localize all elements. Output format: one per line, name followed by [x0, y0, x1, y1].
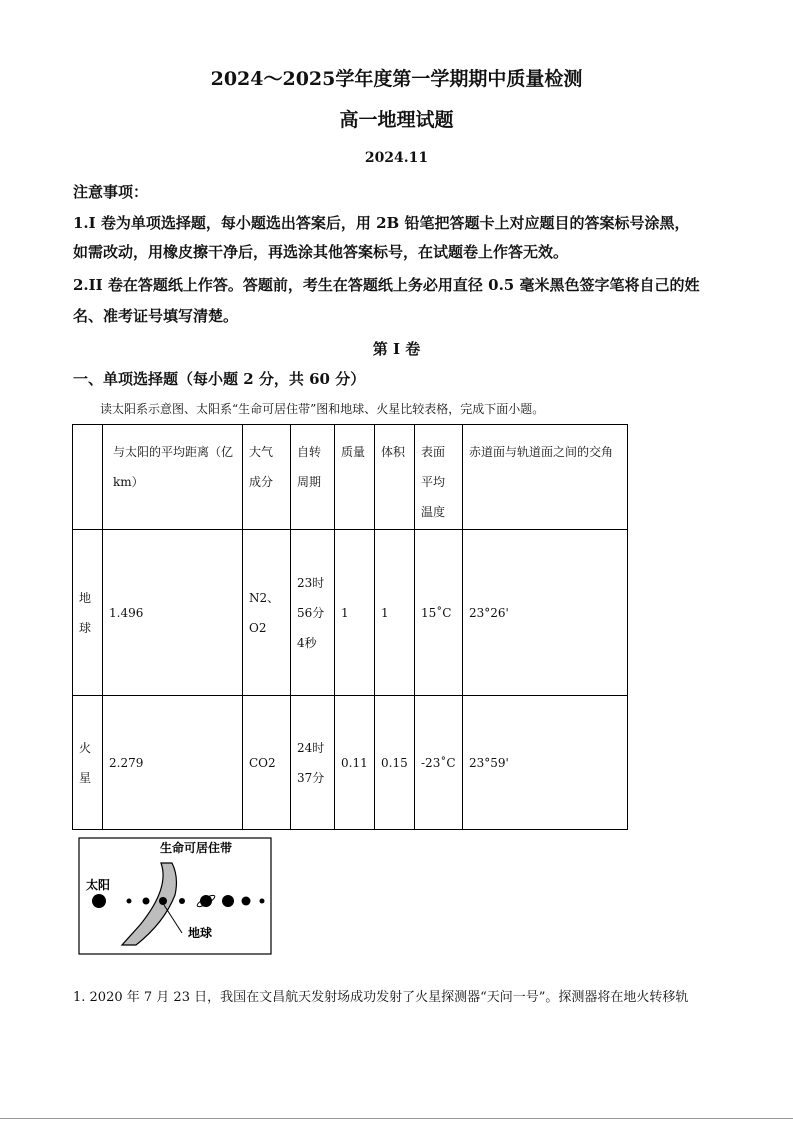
table-header-cell: 大气成分 [243, 425, 291, 530]
table-cell: 1 [375, 530, 415, 696]
notice-heading: 注意事项： [73, 183, 149, 201]
table-cell: 0.15 [375, 696, 415, 830]
volume-heading: 第 I 卷 [372, 340, 421, 358]
section-heading: 一、单项选择题（每小题 2 分，共 60 分） [73, 370, 366, 388]
table-cell: 1.496 [103, 530, 243, 696]
exam-title: 2024～2025学年度第一学期期中质量检测 [210, 68, 583, 90]
table-header-cell: 自转周期 [291, 425, 335, 530]
question-1: 1. 2020 年 7 月 23 日，我国在文昌航天发射场成功发射了火星探测器“天问一号”。探测器将在地火转移轨 [73, 990, 689, 1005]
table-cell: 23时56分4秒 [291, 530, 335, 696]
page-bottom-line [0, 1118, 793, 1119]
table-header-cell: 与太阳的平均距离（亿 km） [103, 425, 243, 530]
habitable-zone-diagram [78, 833, 272, 955]
question-intro: 读太阳系示意图、太阳系“生命可居住带”图和地球、火星比较表格，完成下面小题。 [100, 402, 545, 416]
table-cell: 23°59' [463, 696, 628, 830]
planet-neptune [260, 899, 265, 904]
table-cell: 1 [335, 530, 375, 696]
earth-label: 地球 [188, 926, 213, 940]
table-cell: 15˚C [415, 530, 463, 696]
table-row-earth [73, 530, 628, 696]
planet-uranus [242, 897, 251, 906]
table-header-cell: 质量 [335, 425, 375, 530]
planet-saturn [222, 895, 234, 907]
notice-line-3: 2.II 卷在答题纸上作答。答题前，考生在答题纸上务必用直径 0.5 毫米黑色签字笔将自己的姓 [73, 276, 700, 294]
table-cell: N2、O2 [243, 530, 291, 696]
sun-label: 太阳 [85, 878, 111, 892]
planet-mercury [127, 899, 132, 904]
planet-mars [179, 898, 185, 904]
table-cell: 0.11 [335, 696, 375, 830]
notice-line-1: 1.I 卷为单项选择题，每小题选出答案后，用 2B 铅笔把答题卡上对应题目的答案标号涂黑， [73, 214, 690, 232]
sun-circle [92, 894, 106, 908]
table-cell: 23°26' [463, 530, 628, 696]
exam-subtitle: 高一地理试题 [339, 109, 454, 131]
habitable-zone-label: 生命可居住带 [159, 841, 233, 855]
exam-date: 2024.11 [364, 150, 429, 166]
table-row-mars [73, 696, 628, 830]
table-header-row [73, 425, 628, 530]
table-cell: 24时37分 [291, 696, 335, 830]
table-cell: 2.279 [103, 696, 243, 830]
table-cell: 火星 [73, 696, 103, 830]
table-header-cell: 表面平均温度 [415, 425, 463, 530]
notice-line-4: 名、准考证号填写清楚。 [73, 307, 239, 325]
table-cell: CO2 [243, 696, 291, 830]
table-header-cell: 体积 [375, 425, 415, 530]
planet-venus [143, 898, 150, 905]
planet-jupiter [200, 895, 212, 907]
notice-line-2: 如需改动，用橡皮擦干净后，再选涂其他答案标号，在试题卷上作答无效。 [73, 243, 569, 261]
table-header-cell [73, 425, 103, 530]
planet-earth [159, 897, 167, 905]
earth-mars-comparison-table [72, 424, 628, 830]
table-cell: -23˚C [415, 696, 463, 830]
table-cell: 地球 [73, 530, 103, 696]
table-header-cell: 赤道面与轨道面之间的交角 [463, 425, 628, 530]
